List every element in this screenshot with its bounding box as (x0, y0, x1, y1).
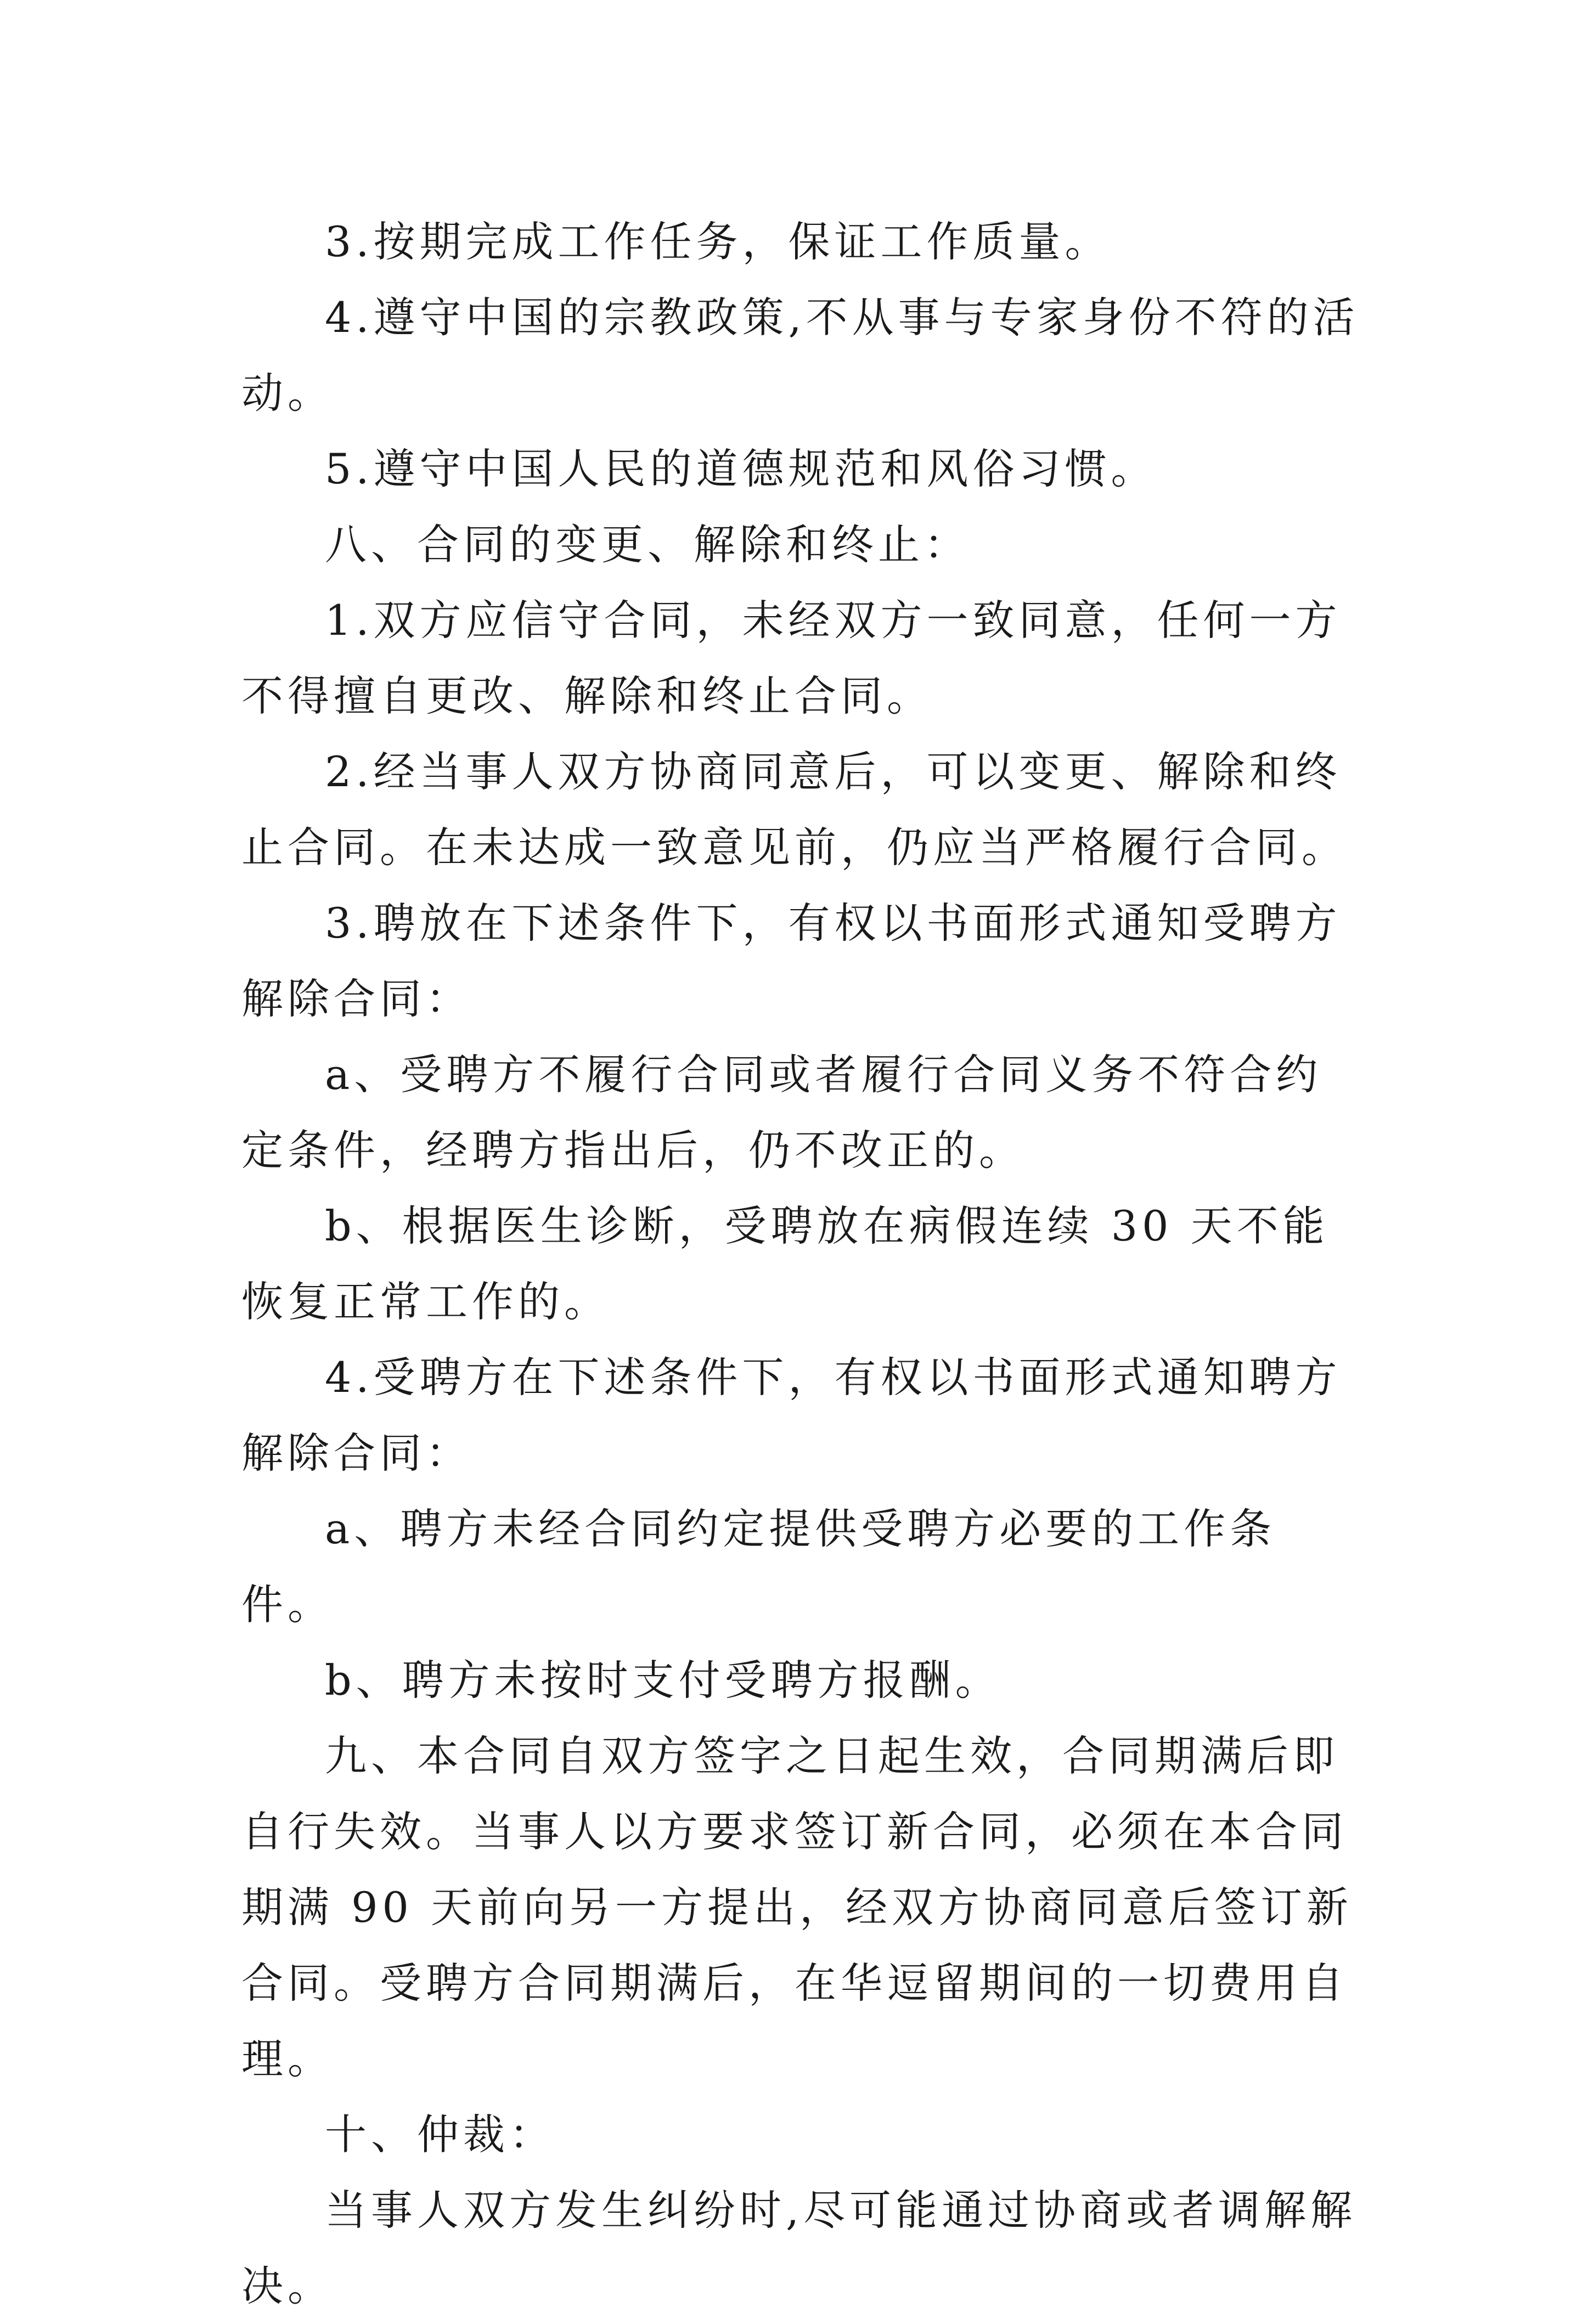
paragraph-duty-4: 4.遵守中国的宗教政策,不从事与专家身份不符的活动。 (241, 293, 1359, 418)
paragraph-8-4: 4.受聘方在下述条件下，有权以书面形式通知聘方解除合同： (241, 1353, 1342, 1477)
paragraph-duty-3: 3.按期完成工作任务，保证工作质量。 (325, 217, 1111, 266)
paragraph-8-4-b: b、聘方未按时支付受聘方报酬。 (325, 1656, 1001, 1705)
paragraph-8-1: 1.双方应信守合同，未经双方一致同意，任何一方不得擅自更改、解除和终止合同。 (241, 596, 1342, 720)
section-heading-10: 十、仲裁： (325, 2110, 555, 2159)
section-9: 九、本合同自双方签字之日起生效，合同期满后即自行失效。当事人以方要求签订新合同，必须在本合同期满 90 天前向另一方提出，经双方协商同意后签订新合同。受聘方合同期满后，在华逗留期间的一切费用自理。 (241, 1731, 1353, 2083)
paragraph-8-3-a: a、受聘方不履行合同或者履行合同义务不符合约定条件，经聘方指出后，仍不改正的。 (241, 1050, 1322, 1175)
paragraph-10: 当事人双方发生纠纷时,尽可能通过协商或者调解解决。 (241, 2186, 1357, 2310)
document-body (241, 204, 1366, 2324)
paragraph-8-3: 3.聘放在下述条件下，有权以书面形式通知受聘方解除合同： (241, 899, 1342, 1023)
section-heading-8: 八、合同的变更、解除和终止： (325, 520, 970, 569)
paragraph-8-3-b: b、根据医生诊断，受聘放在病假连续 30 天不能恢复正常工作的。 (241, 1202, 1329, 1326)
paragraph-duty-5: 5.遵守中国人民的道德规范和风俗习惯。 (325, 444, 1157, 493)
paragraph-8-2: 2.经当事人双方协商同意后，可以变更、解除和终止合同。在未达成一致意见前，仍应当严格履行合同。 (241, 747, 1348, 872)
paragraph-8-4-a: a、聘方未经合同约定提供受聘方必要的工作条件。 (241, 1504, 1276, 1629)
